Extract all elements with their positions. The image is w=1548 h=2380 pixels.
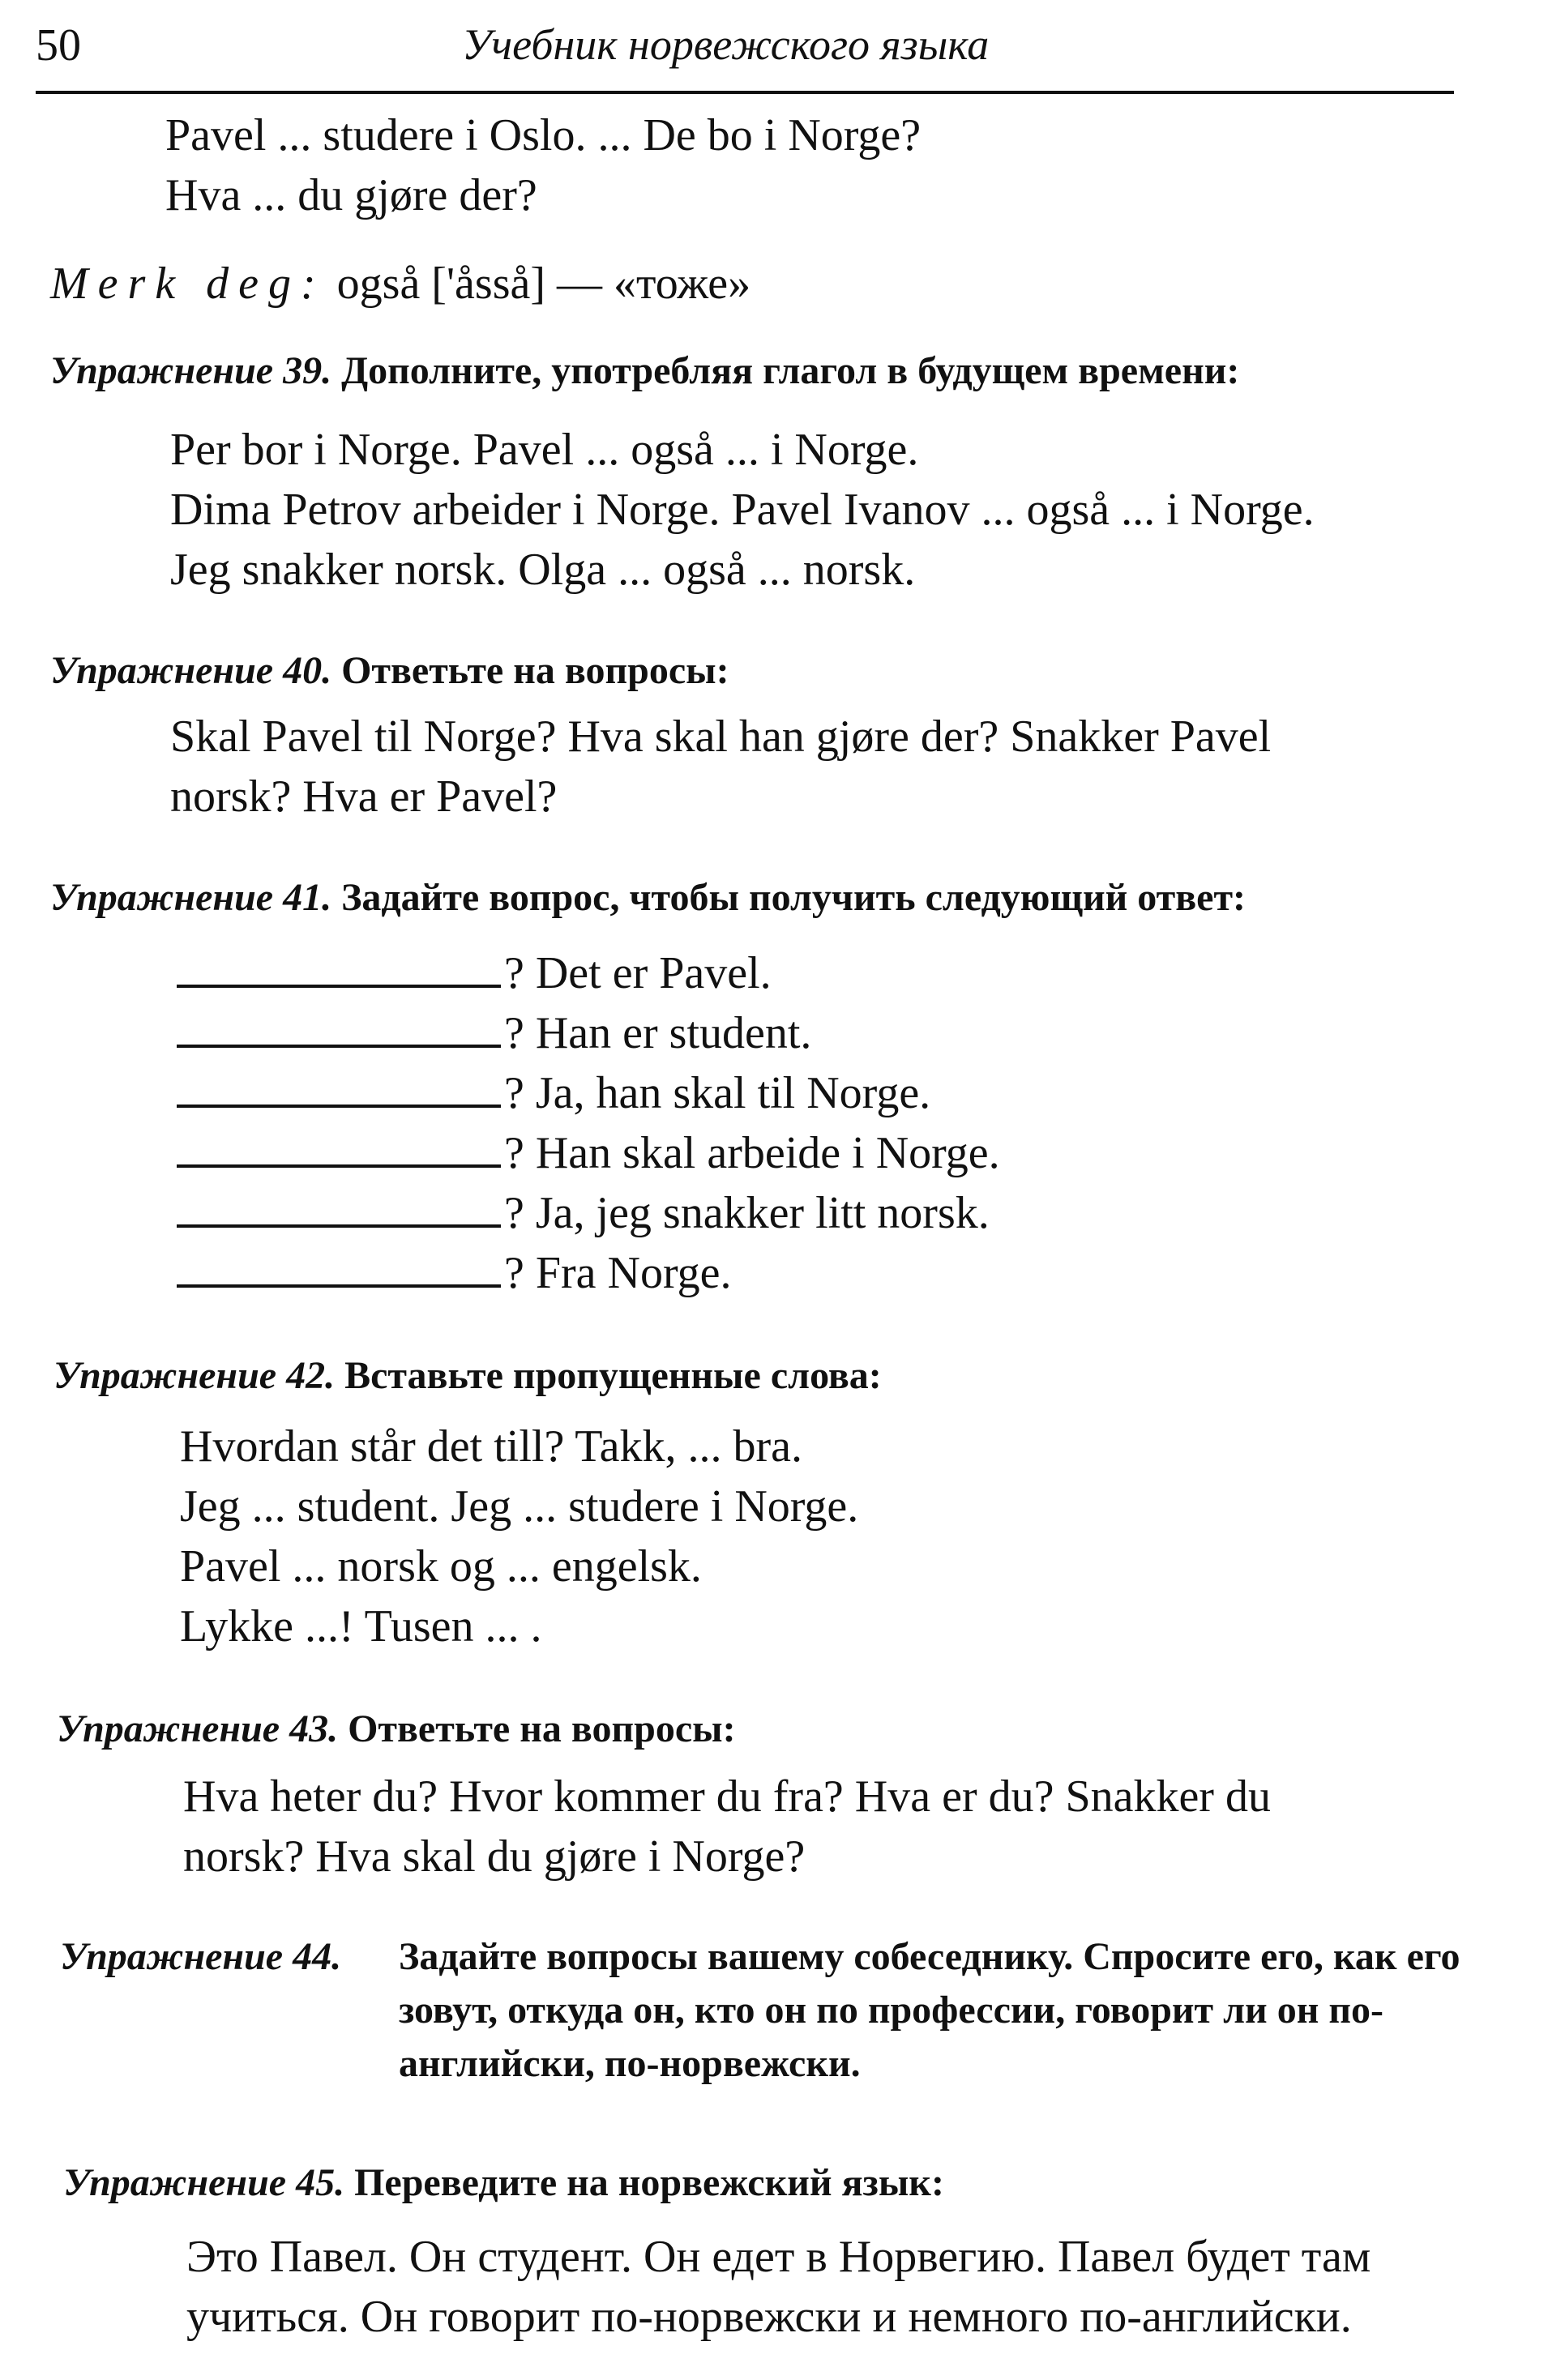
exercise-line: Hvordan står det till? Takk, ... bra. [180, 1421, 802, 1472]
exercise-45-title [63, 2159, 944, 2207]
exercise-label: Упражнение 39. [50, 349, 332, 392]
answer-row [177, 1063, 1000, 1123]
answer-text: ? Fra Norge. [504, 1248, 732, 1298]
exercise-45-body [186, 2227, 1371, 2347]
exercise-instruction: Дополните, употребляя глагол в будущем времени: [341, 349, 1240, 392]
exercise-instruction: Ответьте на вопросы: [348, 1707, 736, 1750]
exercise-line: Это Павел. Он студент. Он едет в Норвегию. Павел будет там [186, 2232, 1371, 2282]
answer-row [177, 1003, 1000, 1063]
exercise-label: Упражнение 41. [50, 876, 332, 919]
answer-row [177, 1123, 1000, 1183]
intro-line: Pavel ... studere i Oslo. ... De bo i Norge? [165, 110, 922, 160]
exercise-line: Lykke ...! Tusen ... . [180, 1601, 542, 1651]
answer-text: ? Ja, han skal til Norge. [504, 1068, 931, 1118]
exercise-42-body [180, 1416, 858, 1656]
answer-row [177, 1243, 1000, 1303]
exercise-instruction: Вставьте пропущенные слова: [344, 1354, 882, 1397]
answer-row [177, 943, 1000, 1003]
exercise-39-body [170, 420, 1315, 600]
answer-blank [177, 1105, 501, 1108]
answer-text: ? Han skal arbeide i Norge. [504, 1128, 1000, 1178]
exercise-instruction: Задайте вопросы вашему собеседнику. Спросите его, как его зовут, откуда он, кто он по профессии, говорит ли он по-английски, по-норвежски. [399, 1935, 1460, 2085]
exercise-41-title [50, 874, 1246, 922]
exercise-line: Skal Pavel til Norge? Hva skal han gjøre der? Snakker Pavel [170, 711, 1272, 762]
exercise-line: Per bor i Norge. Pavel ... også ... i Norge. [170, 425, 919, 475]
exercise-40-body [170, 707, 1271, 827]
answer-blank [177, 1164, 501, 1168]
answer-row [177, 1183, 1000, 1243]
exercise-label: Упражнение 40. [50, 649, 332, 692]
exercise-label: Упражнение 43. [57, 1707, 339, 1750]
header-rule [36, 91, 1454, 94]
exercise-40-title [50, 647, 729, 695]
exercise-line: Jeg ... student. Jeg ... studere i Norge. [180, 1481, 859, 1532]
exercise-instruction: Ответьте на вопросы: [341, 649, 729, 692]
exercise-43-body [183, 1767, 1271, 1886]
merk-text: også ['åsså] — «тоже» [336, 259, 751, 309]
exercise-label: Упражнение 42. [53, 1354, 336, 1397]
exercise-label: Упражнение 44. [60, 1935, 342, 1978]
merk-note [50, 258, 750, 310]
exercise-line: учиться. Он говорит по-норвежски и немного по-английски. [186, 2292, 1352, 2342]
exercise-instruction: Переведите на норвежский язык: [354, 2161, 944, 2204]
merk-label: Merk deg: [50, 259, 326, 309]
answer-blank [177, 1224, 501, 1228]
answer-text: ? Ja, jeg snakker litt norsk. [504, 1188, 990, 1238]
exercise-instruction: Задайте вопрос, чтобы получить следующий ответ: [341, 876, 1247, 919]
answer-blank [177, 1045, 501, 1048]
page-number: 50 [36, 20, 81, 71]
answer-blank [177, 1284, 501, 1288]
exercise-41-body [177, 943, 1000, 1303]
answer-text: ? Det er Pavel. [504, 948, 772, 998]
answer-text: ? Han er student. [504, 1008, 812, 1058]
exercise-line: Hva heter du? Hvor kommer du fra? Hva er du? Snakker du [183, 1771, 1271, 1822]
running-title: Учебник норвежского языка [462, 20, 990, 69]
exercise-line: Jeg snakker norsk. Olga ... også ... norsk. [170, 545, 916, 595]
exercise-line: norsk? Hva skal du gjøre i Norge? [183, 1831, 806, 1882]
exercise-label: Упражнение 45. [63, 2161, 345, 2204]
exercise-42-title [53, 1352, 882, 1400]
exercise-line: Dima Petrov arbeider i Norge. Pavel Ivanov ... også ... i Norge. [170, 485, 1315, 535]
intro-block [165, 105, 921, 225]
exercise-39-title [50, 347, 1239, 395]
exercise-line: norsk? Hva er Pavel? [170, 771, 558, 822]
exercise-line: Pavel ... norsk og ... engelsk. [180, 1541, 702, 1592]
intro-line: Hva ... du gjøre der? [165, 170, 537, 220]
answer-blank [177, 985, 501, 988]
exercise-43-title [57, 1705, 736, 1754]
